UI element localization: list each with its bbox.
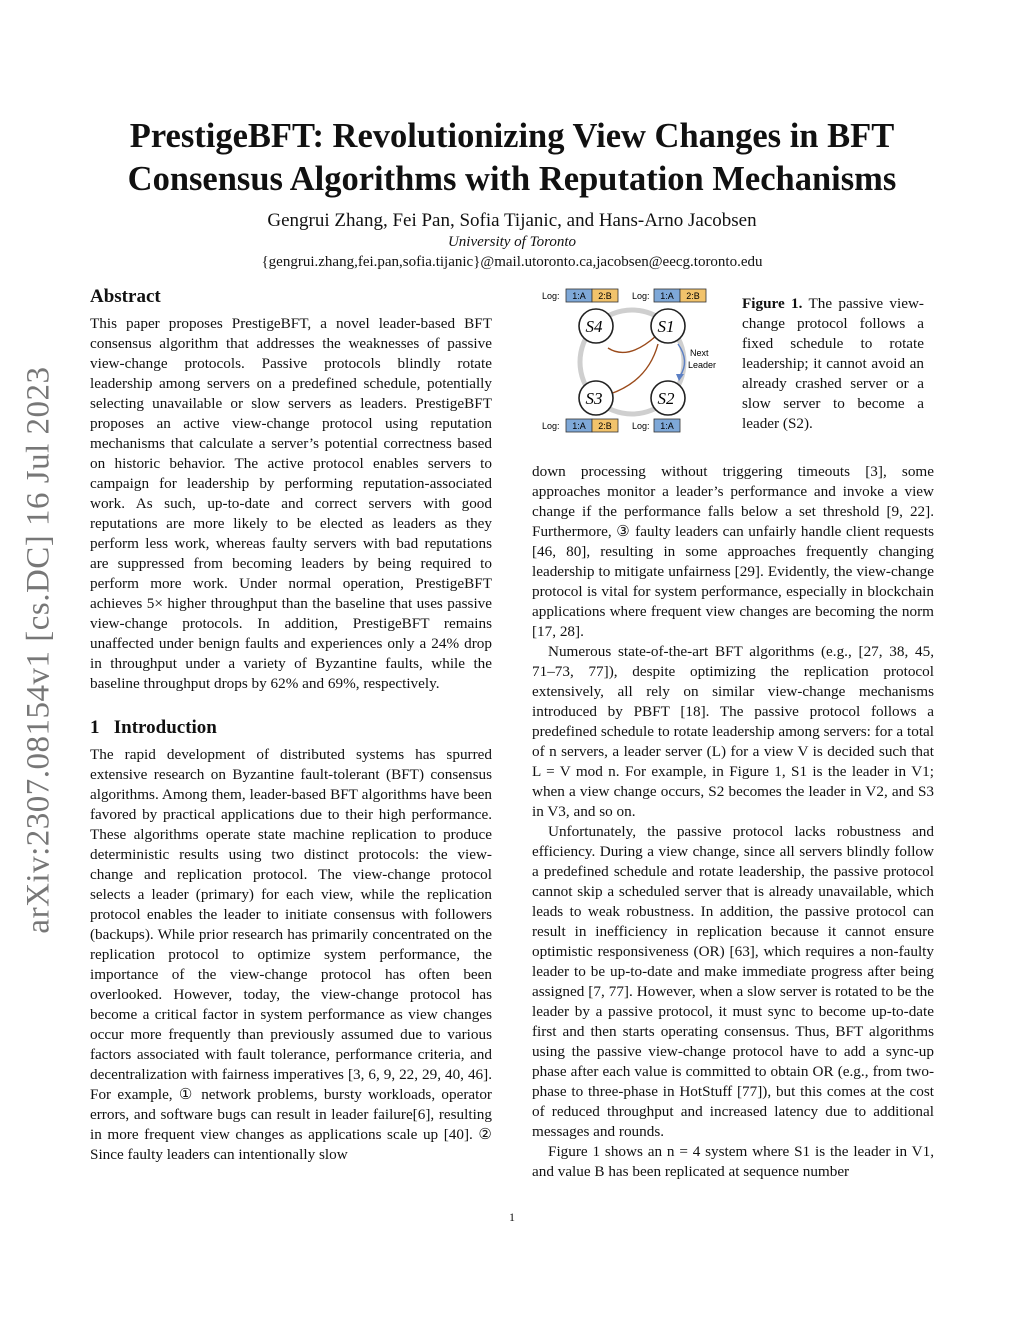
next-leader-label: Leader (688, 360, 717, 370)
paragraph: Numerous state-of-the-art BFT algorithms (e.g., [27, 38, 45, 71–73, 77]), despite optimizing the replication protocol extensively, all rely on similar view-change mechanisms introduced by PBFT [18]. The passive protocol follows a predefined schedule to rotate leadership among servers: for a total of n servers, a leader server (L) for a view V is decided such that L = V mod n. For example, in Figure 1, S1 is the leader in V1; when a view change occurs, S2 becomes the leader in V2, and S3 in V3, and so on. (532, 643, 934, 820)
emails: {gengrui.zhang,fei.pan,sofia.tijanic}@mail.utoronto.ca,jacobsen@eecg.toronto.edu (261, 254, 763, 270)
log-label-s2: Log: (632, 421, 650, 431)
arxiv-stamp: arXiv:2307.08154v1 [cs.DC] 16 Jul 2023 (20, 366, 57, 934)
log-entry-a-label: 1:A (572, 421, 586, 431)
abstract-heading: Abstract (90, 286, 161, 307)
log-entry-a-label: 1:A (660, 291, 674, 301)
figure-1-caption (742, 294, 924, 434)
log-label-s3: Log: (542, 421, 560, 431)
page-number: 1 (509, 1210, 515, 1224)
caption-text: The passive view-change protocol follows a fixed schedule to rotate leadership; it cannot avoid an already crashed server or a slow server to become a leader (S2). (742, 295, 924, 432)
authors: Gengrui Zhang, Fei Pan, Sofia Tijanic, and Hans-Arno Jacobsen (267, 210, 757, 231)
log-entry-b-label: 2:B (686, 291, 700, 301)
log-entry-a-label: 1:A (572, 291, 586, 301)
paragraph: Figure 1 shows an n = 4 system where S1 is the leader in V1, and value B has been replicated at sequence number (532, 1143, 934, 1180)
log-label-s4: Log: (542, 291, 560, 301)
log-label-s1: Log: (632, 291, 650, 301)
abstract-text: This paper proposes PrestigeBFT, a novel leader-based BFT consensus algorithm that addresses the weaknesses of passive view-change protocols. Passive protocols blindly rotate leadership among servers on a predefined schedule, potentially selecting unavailable or slow servers as leaders. PrestigeBFT proposes an active view-change protocol using reputation mechanisms that calculate a server’s potential correctness based on historic behavior. The active protocol enables servers to campaign for leadership by performing reputation-associated work. As such, up-to-date and correct servers with good reputations are more likely to be elected as leaders as they perform less work, whereas faulty servers with bad reputations are suppressed from becoming leaders by being required to perform more work. Under normal operation, PrestigeBFT achieves 5× higher throughput than the baseline that uses passive view-change protocols. In addition, PrestigeBFT remains unaffected under benign faults and experiences only a 24% drop in throughput under a variety of Byzantine faults, while the baseline throughput drops by 62% and 69%, respectively. (90, 315, 492, 692)
paper-title: PrestigeBFT: Revolutionizing View Changes in BFT Consensus Algorithms with Reputation Mechanisms (127, 117, 897, 198)
paragraph: down processing without triggering timeouts [3], some approaches monitor a leader’s performance and invoke a view change if the performance falls below a set threshold [9, 22]. Furthermore, ③ faulty leaders can unfairly handle client requests [46, 80], resulting in some approaches frequently changing leadership to mitigate unfairness [29]. Evidently, the view-change protocol is vital for system performance, especially in blockchain applications where frequent view changes are becoming the norm [17, 28]. (532, 463, 934, 640)
log-entry-b-label: 2:B (598, 291, 612, 301)
intro-heading: 1 Introduction (90, 717, 217, 738)
next-leader-label: Next (690, 348, 709, 358)
left-column (90, 286, 492, 1165)
figure-1 (538, 286, 738, 438)
server-label-s4: S4 (585, 317, 603, 336)
server-label-s1: S1 (657, 317, 675, 336)
affiliation: University of Toronto (447, 234, 577, 250)
caption-label: Figure 1. (742, 295, 803, 312)
figure-1-diagram (538, 286, 738, 438)
log-entry-b-label: 2:B (598, 421, 612, 431)
log-entry-a-label: 1:A (660, 421, 674, 431)
intro-paragraph: The rapid development of distributed systems has spurred extensive research on Byzantine fault-tolerant (BFT) consensus algorithms. Among them, leader-based BFT algorithms have been favored by practical applications due to their high performance. These algorithms operate state machine replication to produce deterministic results using two distinct protocols: the view-change and replication protocol. The view-change protocol selects a leader (primary) for each view, while the replication protocol enables the leader to initiate consensus with followers (backups). While prior research has primarily concentrated on the replication protocol to optimize system performance, the importance of the view-change protocol has often been overlooked. However, today, the view-change protocol has become a critical factor in system performance as view changes occur more frequently than previously assumed due to various factors associated with fault tolerance, performance criteria, and decentralization with fairness imperatives [3, 6, 9, 22, 29, 40, 46]. For example, ① network problems, bursty workloads, operator errors, and software bugs can result in leader failure[6], resulting in more frequent view changes as applications scale up [40]. ② Since faulty leaders can intentionally slow (90, 746, 492, 1163)
right-column (532, 462, 934, 1182)
paragraph: Unfortunately, the passive protocol lacks robustness and efficiency. During a view change, since all servers blindly follow a predefined schedule and rotate leadership, the passive protocol cannot skip a scheduled server that is already unavailable, which leads to weak robustness. In addition, the passive protocol can result in inefficiency in replication because it cannot ensure optimistic responsiveness (OR) [63], which requires a non-faulty leader to be up-to-date and make immediate progress after being assigned [7, 77]. However, when a slow server is rotated to be the leader by a passive protocol, it must sync to become up-to-date first and then starts operating consensus. Thus, BFT algorithms using the passive view-change protocol have to add a sync-up phase after each value is committed to obtain OR (e.g., from two-phase to three-phase in HotStuff [77]), but this comes at the cost of reduced throughput and increased latency due to additional messages and rounds. (532, 823, 934, 1140)
server-label-s2: S2 (657, 389, 675, 408)
arrow-s1-to-s4 (608, 336, 656, 352)
server-label-s3: S3 (585, 389, 603, 408)
